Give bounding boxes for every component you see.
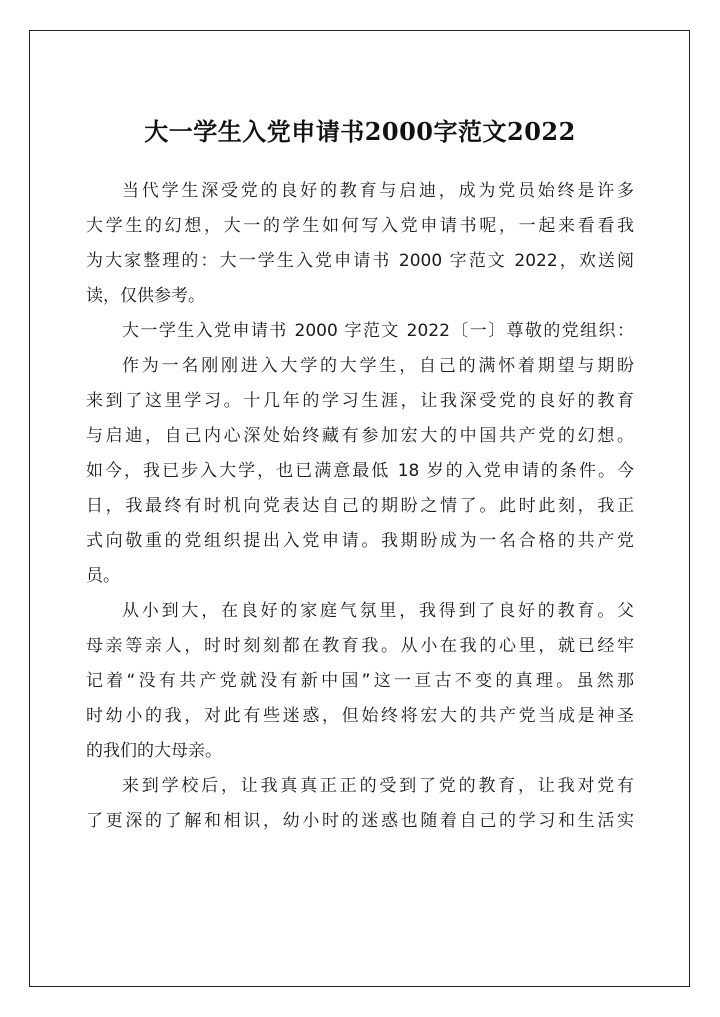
paragraph-line: 的我们的大母亲。 bbox=[86, 741, 222, 761]
paragraph-line: 了更深的了解和相识，幼小时的迷惑也随着自己的学习和生活实 bbox=[86, 811, 634, 831]
paragraph-line: 来到学校后，让我真真正正的受到了党的教育，让我对党有 bbox=[122, 776, 634, 796]
paragraph-line: 母亲等亲人，时时刻刻都在教育我。从小在我的心里，就已经牢 bbox=[86, 636, 634, 656]
paragraph-line: 当代学生深受党的良好的教育与启迪，成为党员始终是许多 bbox=[122, 181, 634, 201]
paragraph-line: 记着“没有共产党就没有新中国”这一亘古不变的真理。虽然那 bbox=[86, 671, 634, 691]
paragraph-line: 大学生的幻想，大一的学生如何写入党申请书呢，一起来看看我 bbox=[86, 216, 634, 236]
paragraph-line: 日，我最终有时机向党表达自己的期盼之情了。此时此刻，我正 bbox=[86, 496, 634, 516]
paragraph-line: 时幼小的我，对此有些迷惑，但始终将宏大的共产党当成是神圣 bbox=[86, 706, 634, 726]
paragraph-line: 如今，我已步入大学，也已满意最低 18 岁的入党申请的条件。今 bbox=[86, 461, 634, 481]
paragraph-line: 从小到大，在良好的家庭气氛里，我得到了良好的教育。父 bbox=[122, 601, 634, 621]
paragraph-line: 与启迪，自己内心深处始终藏有参加宏大的中国共产党的幻想。 bbox=[86, 426, 634, 446]
paragraph-line: 读，仅供参考。 bbox=[86, 286, 205, 306]
paragraph-line: 作为一名刚刚进入大学的大学生，自己的满怀着期望与期盼 bbox=[122, 356, 634, 376]
paragraph-line: 为大家整理的：大一学生入党申请书 2000 字范文 2022，欢送阅 bbox=[86, 251, 634, 271]
paragraph-line: 大一学生入党申请书 2000 字范文 2022〔一〕尊敬的党组织： bbox=[122, 321, 634, 341]
document-body bbox=[86, 174, 634, 839]
paragraph-line: 员。 bbox=[86, 566, 120, 586]
paragraph-line: 来到了这里学习。十几年的学习生涯，让我深受党的良好的教育 bbox=[86, 391, 634, 411]
paragraph-line: 式向敬重的党组织提出入党申请。我期盼成为一名合格的共产党 bbox=[86, 531, 634, 551]
document-title: 大一学生入党申请书2000字范文2022 bbox=[144, 117, 576, 146]
